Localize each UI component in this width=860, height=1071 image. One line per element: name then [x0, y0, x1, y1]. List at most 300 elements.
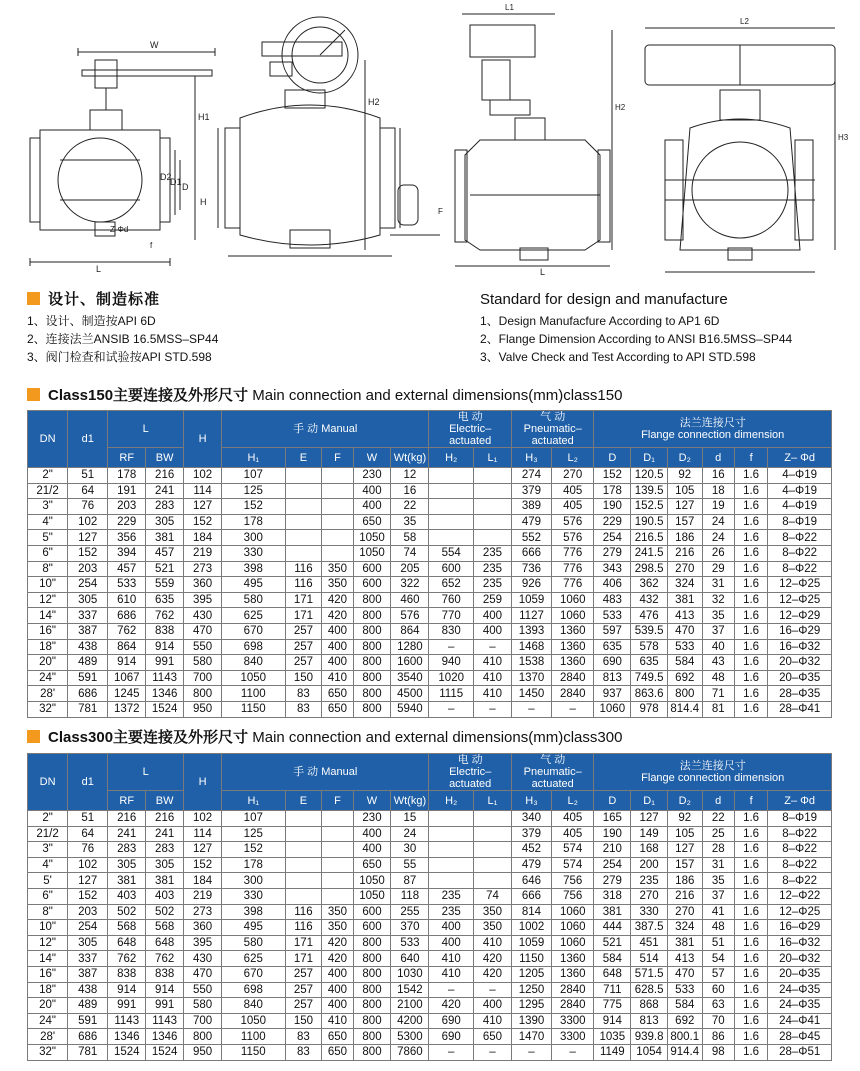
header-h2: H₂ [429, 791, 474, 811]
table-cell: 257 [285, 982, 322, 998]
header-h2: H₂ [429, 448, 474, 468]
table-cell [429, 811, 474, 827]
table-cell: 127 [631, 811, 668, 827]
table-cell: 1150 [222, 1044, 286, 1060]
header-electric [429, 754, 512, 791]
table-cell: 25 [702, 826, 734, 842]
table-row [28, 545, 832, 561]
table-cell: 186 [667, 873, 702, 889]
table-row [28, 530, 832, 546]
table-cell: 8–Φ22 [768, 545, 832, 561]
table-cell: 1.6 [734, 842, 767, 858]
table-cell: 150 [285, 670, 322, 686]
table-cell: 381 [667, 592, 702, 608]
header-d1: D₁ [631, 448, 668, 468]
table-cell: 322 [391, 577, 429, 593]
header-H: H [184, 411, 222, 468]
table-cell: 400 [353, 826, 391, 842]
table-cell: 410 [322, 670, 353, 686]
table-cell: 403 [108, 888, 146, 904]
table-cell: 800 [353, 608, 391, 624]
table-cell: 1020 [429, 670, 474, 686]
header-bw: BW [146, 791, 184, 811]
header-electric-line: 电 动 [457, 411, 483, 423]
table-cell: 800 [353, 935, 391, 951]
table-cell: 381 [146, 530, 184, 546]
table-cell: 28–Φ35 [768, 686, 832, 702]
standard-title-cn: 设计、制造标准 [48, 291, 161, 308]
table-cell: 330 [222, 545, 286, 561]
table-cell: 1030 [391, 966, 429, 982]
table-cell: 1346 [146, 1029, 184, 1045]
table-cell: 410 [429, 966, 474, 982]
table-cell: 64 [68, 826, 108, 842]
table-row [28, 577, 832, 593]
table-cell: 550 [184, 982, 222, 998]
table-cell: 98 [702, 1044, 734, 1060]
class300-title-en: Main connection and external dimensions(mm)class300 [248, 729, 623, 746]
header-electric [429, 411, 512, 448]
table-row [28, 998, 832, 1014]
table-cell: 914 [146, 639, 184, 655]
table-cell: 1.6 [734, 904, 767, 920]
table-cell: 28–Φ41 [768, 701, 832, 717]
table-cell: 300 [222, 530, 286, 546]
table-cell [322, 811, 353, 827]
table-cell: 16–Φ29 [768, 623, 832, 639]
header-f: F [322, 448, 353, 468]
table-cell: 600 [353, 577, 391, 593]
table-cell: 1542 [391, 982, 429, 998]
table-cell: 1.6 [734, 811, 767, 827]
table-cell: 1060 [552, 592, 594, 608]
header-d: d [702, 791, 734, 811]
table-cell: 4" [28, 857, 68, 873]
table-cell: 762 [108, 951, 146, 967]
table-cell: 184 [184, 530, 222, 546]
table-cell: 438 [68, 982, 108, 998]
table-cell: 105 [667, 483, 702, 499]
table-cell: 254 [68, 920, 108, 936]
table-cell: 7860 [391, 1044, 429, 1060]
table-cell: 814.4 [667, 701, 702, 717]
table-cell: 1143 [146, 1013, 184, 1029]
table-cell: 28–Φ51 [768, 1044, 832, 1060]
table-cell: 186 [667, 530, 702, 546]
table-cell: 580 [184, 998, 222, 1014]
table-cell: 838 [146, 623, 184, 639]
table-cell [429, 483, 474, 499]
table-cell: 1060 [594, 701, 631, 717]
header-pneumatic-line: Pneumatic– [523, 766, 582, 778]
table-cell: 381 [594, 904, 631, 920]
table-cell: 16 [391, 483, 429, 499]
table-cell: 22 [702, 811, 734, 827]
header-d: D [594, 448, 631, 468]
table-cell: 255 [391, 904, 429, 920]
table-cell [322, 888, 353, 904]
table-cell: 395 [184, 592, 222, 608]
table-cell: 1.6 [734, 857, 767, 873]
table-cell: 800 [353, 592, 391, 608]
table-cell [429, 499, 474, 515]
table-cell [322, 483, 353, 499]
table-cell: 410 [322, 1013, 353, 1029]
table-cell: 254 [594, 857, 631, 873]
table-cell: 584 [667, 998, 702, 1014]
table-cell: 12" [28, 935, 68, 951]
table-cell [474, 483, 512, 499]
table-cell: 48 [702, 920, 734, 936]
table-cell: 116 [285, 561, 322, 577]
table-cell: 403 [146, 888, 184, 904]
header-L: L [108, 411, 184, 448]
table-cell: 800 [353, 951, 391, 967]
table-cell: 420 [474, 966, 512, 982]
table-cell: 1149 [594, 1044, 631, 1060]
header-pneumatic-line: 气 动 [540, 754, 566, 766]
table-cell: 350 [322, 904, 353, 920]
table-cell: 650 [353, 857, 391, 873]
class300-title-cn: Class300主要连接及外形尺寸 [48, 729, 249, 746]
header-d2: D₂ [667, 791, 702, 811]
table-cell: 8–Φ22 [768, 561, 832, 577]
table-cell: 1.6 [734, 608, 767, 624]
table-cell: 24 [391, 826, 429, 842]
table-cell: 568 [108, 920, 146, 936]
table-row [28, 686, 832, 702]
table-cell: 1.6 [734, 530, 767, 546]
table-cell: 635 [631, 655, 668, 671]
table-cell: 584 [667, 655, 702, 671]
table-row [28, 826, 832, 842]
table-cell: 1295 [511, 998, 551, 1014]
table-cell: 1360 [552, 655, 594, 671]
table-cell: 87 [391, 873, 429, 889]
table-cell: 37 [702, 623, 734, 639]
table-cell: 1.6 [734, 920, 767, 936]
table-cell: 16" [28, 623, 68, 639]
table-cell: 24 [702, 514, 734, 530]
table-cell: 152 [184, 514, 222, 530]
table-cell [474, 826, 512, 842]
table-cell: 12" [28, 592, 68, 608]
table-cell: 1050 [353, 530, 391, 546]
table-cell: 230 [353, 811, 391, 827]
dim-label-H: H [200, 197, 207, 207]
table-cell: 200 [631, 857, 668, 873]
table-cell: 18 [702, 483, 734, 499]
table-cell: 32" [28, 701, 68, 717]
table-cell: 1143 [108, 1013, 146, 1029]
dim-label-W: W [150, 40, 159, 50]
table-row [28, 842, 832, 858]
table-cell [474, 514, 512, 530]
table-cell: 152 [222, 499, 286, 515]
table-cell: 1050 [222, 670, 286, 686]
table-cell: 2100 [391, 998, 429, 1014]
header-electric-line: actuated [449, 435, 492, 447]
table-cell [322, 499, 353, 515]
table-cell: 648 [594, 966, 631, 982]
table-cell: 800 [184, 686, 222, 702]
table-cell: 1.6 [734, 982, 767, 998]
table-cell: 254 [68, 577, 108, 593]
table-row [28, 904, 832, 920]
table-cell: 5" [28, 530, 68, 546]
table-cell: 1.6 [734, 873, 767, 889]
table-row [28, 966, 832, 982]
table-cell: – [429, 1044, 474, 1060]
table-cell: 120.5 [631, 468, 668, 484]
header-electric-line: Electric– [449, 766, 492, 778]
table-cell: 539.5 [631, 623, 668, 639]
table-cell: 1372 [108, 701, 146, 717]
header-flange [594, 411, 832, 448]
table-cell: 12–Φ25 [768, 592, 832, 608]
table-cell [429, 826, 474, 842]
class300-table [27, 753, 832, 1061]
table-cell: 178 [108, 468, 146, 484]
table-cell: 600 [353, 561, 391, 577]
table-cell: 356 [108, 530, 146, 546]
table-cell: 978 [631, 701, 668, 717]
table-cell: 190 [594, 826, 631, 842]
table-cell: 1100 [222, 1029, 286, 1045]
table-cell: 2840 [552, 670, 594, 686]
table-cell: 116 [285, 577, 322, 593]
table-cell: 838 [108, 966, 146, 982]
table-cell: 600 [429, 561, 474, 577]
table-cell: 20–Φ35 [768, 966, 832, 982]
table-cell: 1059 [511, 935, 551, 951]
table-cell: 1600 [391, 655, 429, 671]
table-cell [285, 483, 322, 499]
table-cell: – [429, 982, 474, 998]
table-cell: 29 [702, 561, 734, 577]
table-cell: 324 [667, 577, 702, 593]
table-row [28, 608, 832, 624]
table-cell: 125 [222, 826, 286, 842]
table-cell: 574 [552, 857, 594, 873]
table-cell: 210 [594, 842, 631, 858]
table-cell: 107 [222, 468, 286, 484]
table-cell: 235 [474, 577, 512, 593]
header-h1: H₁ [222, 448, 286, 468]
table-cell: 1370 [511, 670, 551, 686]
table-cell: 125 [222, 483, 286, 499]
orange-square-icon [27, 292, 40, 305]
table-cell: 625 [222, 608, 286, 624]
table-cell: 457 [146, 545, 184, 561]
table-cell: 552 [511, 530, 551, 546]
table-cell: 257 [285, 655, 322, 671]
table-cell: 533 [391, 935, 429, 951]
table-cell: 420 [322, 951, 353, 967]
table-cell: 16–Φ29 [768, 920, 832, 936]
table-cell: 31 [702, 857, 734, 873]
table-cell: 690 [429, 1029, 474, 1045]
table-cell [474, 811, 512, 827]
table-row [28, 873, 832, 889]
table-cell: 578 [631, 639, 668, 655]
header-w: W [353, 791, 391, 811]
table-cell: 420 [474, 951, 512, 967]
table-cell: – [474, 639, 512, 655]
table-cell: 152.5 [631, 499, 668, 515]
table-cell: 432 [631, 592, 668, 608]
table-cell [322, 468, 353, 484]
table-cell: 41 [702, 904, 734, 920]
table-cell: 81 [702, 701, 734, 717]
table-row [28, 920, 832, 936]
table-cell: 235 [429, 888, 474, 904]
header-h3: H₃ [511, 791, 551, 811]
table-cell: 495 [222, 920, 286, 936]
header-d: D [594, 791, 631, 811]
table-cell: 597 [594, 623, 631, 639]
table-cell: 650 [474, 1029, 512, 1045]
table-cell: 152 [594, 468, 631, 484]
header-bw: BW [146, 448, 184, 468]
table-cell: 686 [108, 608, 146, 624]
table-cell: 736 [511, 561, 551, 577]
table-cell: 559 [146, 577, 184, 593]
table-cell: 24–Φ35 [768, 982, 832, 998]
header-wt: Wt(kg) [391, 448, 429, 468]
table-cell: 781 [68, 701, 108, 717]
header-pneumatic-line: actuated [531, 778, 574, 790]
header-e: E [285, 448, 322, 468]
table-cell: 864 [391, 623, 429, 639]
table-cell [285, 499, 322, 515]
table-cell: 580 [222, 592, 286, 608]
header-flange [594, 754, 832, 791]
dim-label-f: f [150, 241, 153, 250]
table-cell: 568 [146, 920, 184, 936]
table-cell: 8–Φ19 [768, 514, 832, 530]
table-cell: 686 [68, 1029, 108, 1045]
table-cell: 1346 [108, 1029, 146, 1045]
table-row [28, 1044, 832, 1060]
table-cell: 300 [222, 873, 286, 889]
table-cell: 1060 [552, 935, 594, 951]
table-cell: 686 [68, 686, 108, 702]
table-cell: 554 [429, 545, 474, 561]
table-cell: 270 [667, 561, 702, 577]
table-cell: 152 [68, 545, 108, 561]
table-row [28, 468, 832, 484]
table-cell [322, 826, 353, 842]
table-cell: 1.6 [734, 998, 767, 1014]
table-row [28, 811, 832, 827]
header-flange-line: Flange connection dimension [641, 429, 785, 441]
table-cell: 257 [285, 639, 322, 655]
table-cell: 35 [702, 608, 734, 624]
standard-en-item: 2、Flange Dimension According to ANSI B16.5MSS–SP44 [480, 332, 793, 346]
table-cell: 3300 [552, 1013, 594, 1029]
table-cell: 4–Φ19 [768, 499, 832, 515]
table-cell: 1393 [511, 623, 551, 639]
table-cell: 576 [391, 608, 429, 624]
table-cell: 452 [511, 842, 551, 858]
header-d: d [702, 448, 734, 468]
table-cell: 18" [28, 982, 68, 998]
table-cell: 410 [429, 951, 474, 967]
table-cell: 914 [108, 655, 146, 671]
table-cell [322, 842, 353, 858]
header-d1: d1 [68, 411, 108, 468]
table-cell: 32 [702, 592, 734, 608]
table-cell: 430 [184, 951, 222, 967]
table-cell: – [474, 1044, 512, 1060]
table-cell: 3" [28, 499, 68, 515]
table-cell: 241 [108, 826, 146, 842]
table-cell: 165 [594, 811, 631, 827]
drawing-gear-operated [218, 17, 440, 256]
table-cell: 690 [429, 1013, 474, 1029]
table-cell: 10" [28, 577, 68, 593]
table-cell: 24" [28, 670, 68, 686]
table-cell: 379 [511, 826, 551, 842]
table-cell: 420 [429, 998, 474, 1014]
table-cell: 102 [184, 811, 222, 827]
table-cell [474, 857, 512, 873]
header-H: H [184, 754, 222, 811]
table-cell: 470 [184, 966, 222, 982]
table-cell: 12–Φ22 [768, 888, 832, 904]
table-cell: 270 [667, 904, 702, 920]
table-cell: 800 [353, 655, 391, 671]
table-cell: 1.6 [734, 545, 767, 561]
table-cell: 337 [68, 951, 108, 967]
table-cell: – [474, 982, 512, 998]
header-h3: H₃ [511, 448, 551, 468]
table-cell: 257 [285, 966, 322, 982]
table-cell [285, 826, 322, 842]
header-l2: L₂ [552, 448, 594, 468]
table-cell: 950 [184, 701, 222, 717]
table-cell [285, 842, 322, 858]
table-cell: 756 [552, 873, 594, 889]
table-cell: 574 [552, 842, 594, 858]
table-cell: 635 [594, 639, 631, 655]
table-cell: 400 [429, 935, 474, 951]
standard-title-en: Standard for design and manufacture [480, 291, 728, 308]
table-cell: 102 [184, 468, 222, 484]
table-cell: 838 [146, 966, 184, 982]
dim-label-D: D [182, 182, 189, 192]
table-cell: 914 [146, 982, 184, 998]
table-cell: 800 [353, 670, 391, 686]
table-cell: 18" [28, 639, 68, 655]
table-cell: 216 [667, 545, 702, 561]
table-cell: 32" [28, 1044, 68, 1060]
table-cell: 1035 [594, 1029, 631, 1045]
table-cell: 571.5 [631, 966, 668, 982]
table-row [28, 592, 832, 608]
table-cell: 57 [702, 966, 734, 982]
class150-table [27, 410, 832, 718]
table-cell: 305 [68, 592, 108, 608]
table-cell: 360 [184, 577, 222, 593]
table-cell: 127 [667, 499, 702, 515]
table-cell: 102 [68, 857, 108, 873]
table-cell: 1.6 [734, 655, 767, 671]
table-cell: 30 [391, 842, 429, 858]
table-cell [285, 811, 322, 827]
table-cell: 118 [391, 888, 429, 904]
